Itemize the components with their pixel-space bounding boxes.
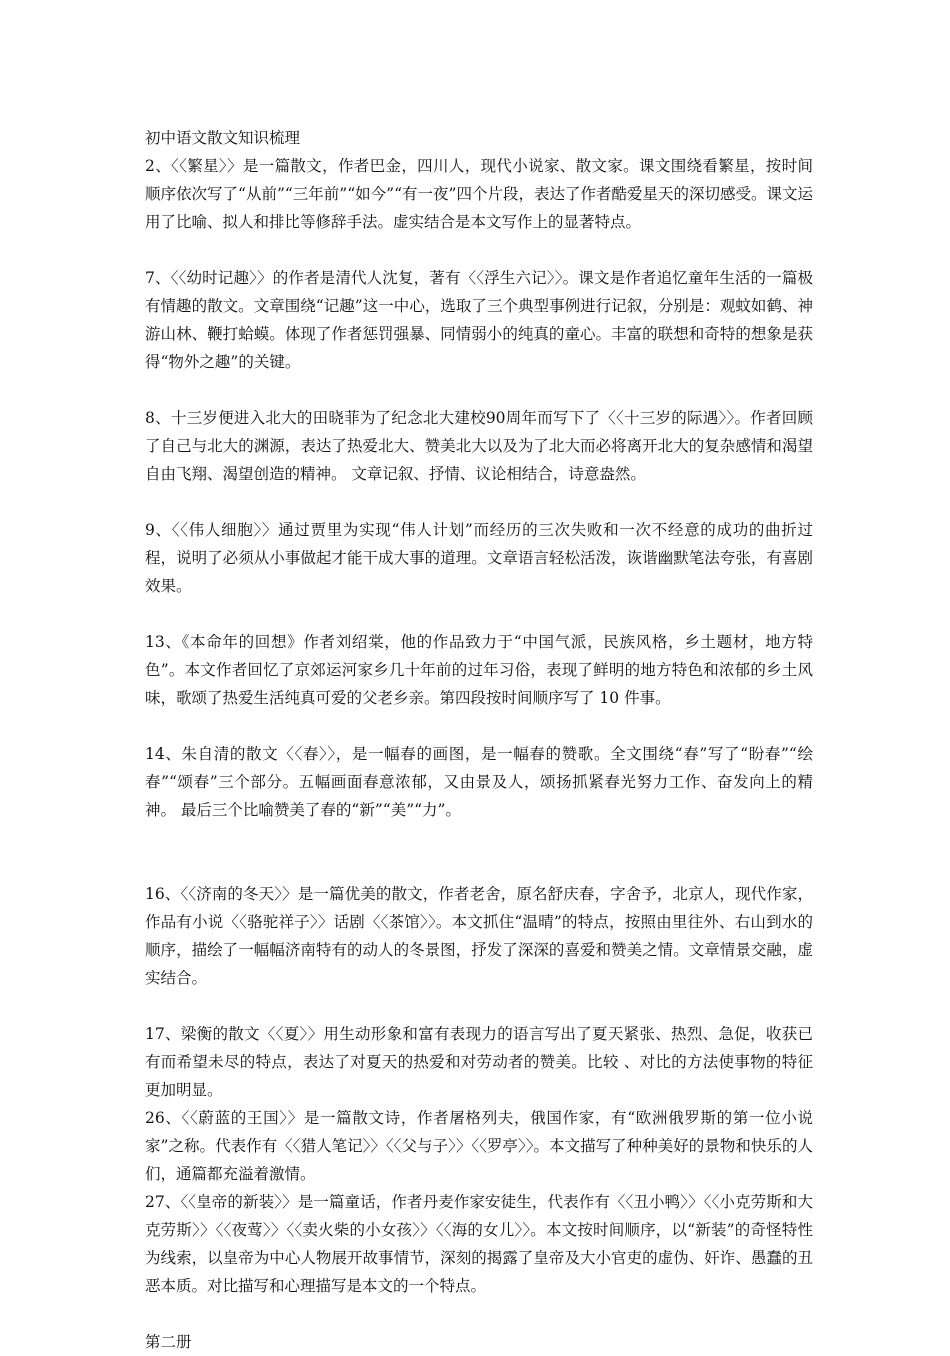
paragraph-weilan-wangguo: 26、〈〈蔚蓝的王国〉〉是一篇散文诗，作者屠格列夫，俄国作家，有“欧洲俄罗斯的第一位小说家”之称。代表作有〈〈猎人笔记〉〉〈〈父与子〉〉〈〈罗亭〉〉。本文描写了种种美好的景物和快乐的人们，通篇都充溢着激情。 [145, 1109, 813, 1183]
section-heading-volume-two: 第二册 [145, 1333, 192, 1351]
paragraph-fanxing: 2、〈〈繁星〉〉是一篇散文，作者巴金，四川人，现代小说家、散文家。课文围绕看繁星，按时间顺序依次写了“从前”“三年前”“如今”“有一夜”四个片段，表达了作者酷爱星天的深切感受。课文运用了比喻、拟人和排比等修辞手法。虚实结合是本文写作上的显著特点。 [145, 157, 813, 231]
paragraph-spacer [145, 712, 813, 740]
paragraph-spacer [145, 488, 813, 516]
paragraph-huangdi-xinzhuang: 27、〈〈皇帝的新装〉〉是一篇童话，作者丹麦作家安徒生，代表作有〈〈丑小鸭〉〉〈〈小克劳斯和大克劳斯〉〉〈〈夜莺〉〉〈〈卖火柴的小女孩〉〉〈〈海的女儿〉〉。本文按时间顺序，以“新装”的奇怪特性为线索，以皇帝为中心人物展开故事情节，深刻的揭露了皇帝及大小官吏的虚伪、奸诈、愚蠢的丑恶本质。对比描写和心理描写是本文的一个特点。 [145, 1193, 813, 1295]
paragraph-youshi-jiqu: 7、〈〈幼时记趣〉〉的作者是清代人沈复，著有〈〈浮生六记〉〉。课文是作者追忆童年生活的一篇极有情趣的散文。文章围绕“记趣”这一中心，选取了三个典型事例进行记叙，分别是：观蚊如鹤、神游山林、鞭打蛤蟆。体现了作者惩罚强暴、同情弱小的纯真的童心。丰富的联想和奇特的想象是获得“物外之趣”的关键。 [145, 269, 813, 371]
document-title: 初中语文散文知识梳理 [145, 129, 301, 147]
paragraph-spacer [145, 600, 813, 628]
paragraph-spacer [145, 824, 813, 880]
paragraph-shisansui: 8、十三岁便进入北大的田晓菲为了纪念北大建校90周年而写下了〈〈十三岁的际遇〉〉。作者回顾了自己与北大的渊源，表达了热爱北大、赞美北大以及为了北大而必将离开北大的复杂感情和渴望自由飞翔、渴望创造的精神。 文章记叙、抒情、议论相结合，诗意盎然。 [145, 409, 813, 483]
paragraph-jinan-dongtian: 16、〈〈济南的冬天〉〉是一篇优美的散文，作者老舍，原名舒庆春，字舍予，北京人，现代作家，作品有小说〈〈骆驼祥子〉〉话剧〈〈茶馆〉〉。本文抓住“温晴”的特点，按照由里往外、右山到水的顺序，描绘了一幅幅济南特有的动人的冬景图，抒发了深深的喜爱和赞美之情。文章情景交融，虚实结合。 [145, 885, 813, 987]
paragraph-spacer [145, 236, 813, 264]
paragraph-benmingnian: 13、《本命年的回想》作者刘绍棠，他的作品致力于“中国气派，民族风格，乡土题材，地方特色”。本文作者回忆了京郊运河家乡几十年前的过年习俗，表现了鲜明的地方特色和浓郁的乡土风味，歌颂了热爱生活纯真可爱的父老乡亲。第四段按时间顺序写了 10 件事。 [145, 633, 813, 707]
paragraph-spacer [145, 376, 813, 404]
paragraph-weiren-xibao: 9、〈〈伟人细胞〉〉通过贾里为实现“伟人计划”而经历的三次失败和一次不经意的成功的曲折过程，说明了必须从小事做起才能干成大事的道理。文章语言轻松活泼，诙谐幽默笔法夸张，有喜剧效果。 [145, 521, 813, 595]
paragraph-spacer [145, 1300, 813, 1328]
document-page [145, 124, 813, 1356]
paragraph-spacer [145, 992, 813, 1020]
paragraph-chun: 14、朱自清的散文〈〈春〉〉，是一幅春的画图，是一幅春的赞歌。全文围绕“春”写了“盼春”“绘春”“颂春”三个部分。五幅画面春意浓郁，又由景及人，颂扬抓紧春光努力工作、奋发向上的精神。 最后三个比喻赞美了春的“新”“美”“力”。 [145, 745, 813, 819]
paragraph-xia: 17、梁衡的散文〈〈夏〉〉用生动形象和富有表现力的语言写出了夏天紧张、热烈、急促，收获已有而希望未尽的特点，表达了对夏天的热爱和对劳动者的赞美。比较 、对比的方法使事物的特征更加明显。 [145, 1025, 813, 1099]
